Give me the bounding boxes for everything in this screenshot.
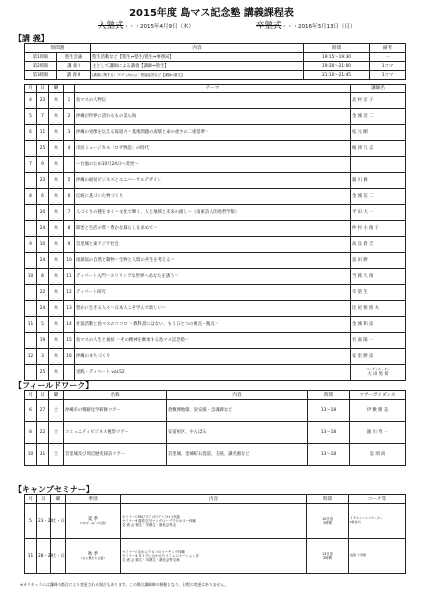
fieldwork-table [24, 390, 406, 466]
camp-month: 11 [25, 539, 37, 574]
camp-coach [349, 539, 406, 574]
period-number: 第1時限 [25, 53, 57, 62]
lecture-header-weekday: 曜 [49, 85, 64, 93]
lecture-weekday: 木 [49, 333, 64, 349]
table-row [25, 205, 406, 221]
lecture-theme: 沖縄が世界に誇れるもの美ら海 [75, 109, 351, 125]
fieldwork-guide: 息 則 尚 [350, 444, 406, 466]
camp-season [66, 539, 121, 574]
fieldwork-day: 27 [37, 400, 49, 422]
lecture-month [25, 301, 37, 317]
lecture-lecturer: 高 良 倉 吉 [351, 237, 406, 253]
lecture-month [25, 365, 37, 381]
lecture-weekday: 木 [49, 365, 64, 381]
period-name: 講 義 Ⅰ [57, 62, 91, 71]
table-row [25, 317, 406, 333]
camp-day: 28・29 [37, 539, 51, 574]
table-row [25, 285, 406, 301]
table-row [25, 237, 406, 253]
lecture-month [25, 285, 37, 301]
table-row [25, 422, 406, 444]
camp-content-line: 交 流 会 塾生・卒塾生・塾長会等会 [122, 523, 177, 527]
lecture-theme: ディベート研究 [75, 285, 351, 301]
lecture-theme: 障害と生活の質＝豊かな暮らしを求めて＝ [75, 221, 351, 237]
table-row [25, 62, 406, 71]
entrance-date: ・・・2015年4月9日（木） [123, 24, 195, 30]
camp-season-sub: （むら興たち合宿） [79, 555, 107, 560]
camp-header-time: 時間 [307, 495, 349, 504]
lecture-day: 8 [37, 269, 49, 285]
lecture-lecturer: 富 田 勝 [351, 253, 406, 269]
lecture-lecturer [351, 157, 406, 173]
camp-season-sub: （ｼﾏﾁｬﾋﾟｰｽﾎﾟｰﾂ合宿） [77, 520, 108, 525]
table-row [25, 157, 406, 173]
lecture-weekday: 木 [49, 125, 64, 141]
lecture-lecturer: 平 田 大 一 [351, 205, 406, 221]
period-time: 19:15〜19:30 [304, 53, 370, 62]
lecture-weekday: 木 [49, 221, 64, 237]
fieldwork-guide: 伊 敷 勝 美 [350, 400, 406, 422]
lecture-theme: 伝統に基づいた物づくり [75, 189, 351, 205]
period-note: － [370, 53, 406, 62]
lecture-weekday: 木 [49, 253, 64, 269]
period-table [24, 43, 406, 80]
lecture-theme: 琉球弧の自然と動物＝生物と人間の共生を考える＝ [75, 253, 351, 269]
lecture-month: 6 [25, 125, 37, 141]
camp-header-weekday: 曜 [51, 495, 66, 504]
table-row [25, 269, 406, 285]
lecture-number [64, 157, 75, 173]
lecture-number: 9 [64, 237, 75, 253]
graduation-label: 卒塾式 [256, 21, 282, 31]
period-content: (講義に関する）ﾌﾘｰﾃﾞｨｽｶｯｼｮﾝ・質疑応答など【講師⇔塾生】 [91, 71, 304, 80]
lecture-weekday: 木 [49, 93, 64, 109]
lecture-day: 25 [37, 365, 49, 381]
lecture-weekday: 木 [49, 237, 64, 253]
lecture-weekday: 木 [49, 109, 64, 125]
lecture-lecturer-role: コーディネーター [366, 367, 390, 372]
fieldwork-time: 13〜18 [308, 444, 350, 466]
lecture-lecturer-name: 大 田 勇 希 [367, 371, 389, 377]
lecture-theme: 実践・ディベート vol.52 [75, 365, 351, 381]
lecture-month: 12 [25, 349, 37, 365]
lecture-number: 15 [64, 333, 75, 349]
camp-content [121, 539, 307, 574]
lecture-month: 4 [25, 93, 37, 109]
lecture-day: 23 [37, 173, 49, 189]
lecture-month: 9 [25, 237, 37, 253]
table-row [25, 301, 406, 317]
lecture-month [25, 141, 37, 157]
camp-content-line: セミナーⅡ 慶佐次川マングローブでのカヌー体験 [122, 519, 196, 523]
lecture-weekday: 木 [49, 317, 64, 333]
lecture-lecturer: 仲 村 小 俊 子 [351, 221, 406, 237]
camp-time-line: 13日泊 [321, 552, 334, 556]
lecture-lecturer: 比 屋 根 照 夫 [351, 301, 406, 317]
period-header-note: 備考 [370, 44, 406, 53]
camp-coach [349, 504, 406, 539]
lecture-theme: ～台風のため10月24日へ変更～ [75, 157, 351, 173]
lecture-day: 22 [37, 285, 49, 301]
lecture-day: 6 [37, 189, 49, 205]
lecture-day: 10 [37, 237, 49, 253]
lecture-month [25, 205, 37, 221]
table-row [25, 173, 406, 189]
lecture-day: 25 [37, 141, 49, 157]
lecture-lecturer [351, 365, 406, 381]
fieldwork-content: 倉敷弾地壕、栄安殿・忠魂碑など [167, 400, 308, 422]
lecture-number: 1 [64, 93, 75, 109]
camp-coach-line: ＩＰＡファシリテーター [350, 516, 383, 521]
period-header-content: 内容 [91, 44, 304, 53]
lecture-lecturer: 親 川 修 [351, 173, 406, 189]
lecture-theme: 人づくりの種をまく～文化で輝く、人と地域と未来の創し～（南東詩人的島哲学版） [75, 205, 351, 221]
fieldwork-day: 31 [37, 444, 49, 466]
lecture-weekday: 木 [49, 205, 64, 221]
ceremony-dates [0, 21, 423, 31]
footnote: ※カリキュラムは講師の都合により変更される場合もあります。この場合講師陣の移動となり、日程の変更はありません。 [20, 582, 229, 587]
camp-time-line: 3時間 [323, 521, 332, 525]
camp-table [24, 494, 406, 574]
period-note: 1コマ [370, 71, 406, 80]
lecture-theme: 首里城と東アジア社会 [75, 237, 351, 253]
fieldwork-header-weekday: 曜 [49, 391, 64, 400]
entrance-ceremony [98, 21, 194, 32]
lecture-day: 23 [37, 93, 49, 109]
period-name: 講 義 Ⅱ [57, 71, 91, 80]
table-row [25, 349, 406, 365]
lecture-lecturer: 安 里 勝 彦 [351, 349, 406, 365]
lecture-header-month: 月 [25, 85, 37, 93]
lecture-theme: 豊かに生きる人々＝日本人こそ学んで欲しい＝ [75, 301, 351, 317]
table-row [25, 109, 406, 125]
lecture-theme: ディベート入門＝スリリングな世界へあなたを誘う＝ [75, 269, 351, 285]
fieldwork-name: コミュニティビジネス視察ツアー [64, 422, 167, 444]
lecture-month: 11 [25, 317, 37, 333]
lecture-weekday: 木 [49, 141, 64, 157]
lecture-number [64, 365, 75, 381]
lecture-month: 8 [25, 189, 37, 205]
table-row [25, 53, 406, 62]
lecture-day: 11 [37, 125, 49, 141]
table-row [25, 504, 406, 539]
lecture-theme: 社協活動と島マスのココロ ＝教科書にはない、もうひとつの視点・拠点＝ [75, 317, 351, 333]
fieldwork-weekday: 土 [49, 400, 64, 422]
camp-content [121, 504, 307, 539]
period-content: 塾生活動など【塾生⇔塾生/塾生⇔事務局】 [91, 53, 304, 62]
lecture-weekday: 木 [49, 189, 64, 205]
fieldwork-day: 22 [37, 422, 49, 444]
table-row [25, 400, 406, 422]
lecture-month [25, 333, 37, 349]
fieldwork-header-month: 月 [25, 391, 37, 400]
period-time: 21:10〜21:45 [304, 71, 370, 80]
lecture-weekday: 木 [49, 269, 64, 285]
fieldwork-name: 沖縄市の戦跡見学研修ツアー [64, 400, 167, 422]
lecture-header-theme: テーマ [75, 85, 351, 93]
camp-time [307, 539, 349, 574]
lecture-theme: 島マスの人物伝 [75, 93, 351, 109]
camp-coach-line: Ⅱ東村内 [350, 520, 361, 524]
table-row [25, 71, 406, 80]
lecture-day: 24 [37, 221, 49, 237]
lecture-header-number [64, 85, 75, 93]
camp-content-line: セミナーⅠ 自からウロコのコーチング体験 [122, 550, 185, 554]
lecture-month: 5 [25, 109, 37, 125]
period-header-period: 時間割 [25, 44, 91, 53]
lecture-theme: 沖縄の福祉ビジネスとユニバーサルデザイン [75, 173, 351, 189]
camp-content-line: セミナーⅡ タイプに合わせたコミュニケーション法 [122, 554, 199, 558]
fieldwork-content: 首里城、金城町石畳道、玉陵、識名園など [167, 444, 308, 466]
table-row [25, 221, 406, 237]
fieldwork-header-content: 内容 [167, 391, 308, 400]
lecture-day: 24 [37, 253, 49, 269]
section-camp-heading: 【キャンプセミナー】 [14, 484, 94, 494]
period-name: 塾生会議 [57, 53, 91, 62]
section-lectures-heading: 【講 義】 [14, 33, 49, 43]
lecture-number: 10 [64, 253, 75, 269]
lecture-month [25, 173, 37, 189]
lecture-header-lecturer: 講師名 [351, 85, 406, 93]
page-title: 2015年度 島マス記念塾 講義課程表 [129, 8, 294, 19]
camp-time-line: 3時間 [323, 556, 332, 560]
fieldwork-weekday: 土 [49, 422, 64, 444]
fieldwork-rows [25, 400, 406, 466]
lecture-day: 3 [37, 349, 49, 365]
fieldwork-name: 首里城及び周辺歴史探訪ツアー [64, 444, 167, 466]
lecture-number: 13 [64, 301, 75, 317]
table-row [25, 333, 406, 349]
lecture-theme: 市民ミュージカル「ロザ物語」の時代 [75, 141, 351, 157]
lecture-lecturer: 嶋 津 与 志 [351, 141, 406, 157]
fieldwork-header-day: 日 [37, 391, 49, 400]
period-number: 第3時限 [25, 71, 57, 80]
lecture-theme: 沖縄のまちづくり [75, 349, 351, 365]
lecture-number: 16 [64, 349, 75, 365]
fieldwork-weekday: 土 [49, 444, 64, 466]
fieldwork-content: 安富祖区、やんばる [167, 422, 308, 444]
period-content: 主として講師による講義【講師⇒塾生】 [91, 62, 304, 71]
camp-content-line: セミナーⅠ PA(ﾌﾟﾛｼﾞｪｸﾄｱﾄﾞﾍﾞﾝﾁｬｰ)実践 [122, 515, 181, 519]
lecture-lecturer: 卒 塾 生 [351, 285, 406, 301]
table-row [25, 189, 406, 205]
lecture-month [25, 221, 37, 237]
lecture-number: 6 [64, 189, 75, 205]
camp-header-coach: コーチ等 [349, 495, 406, 504]
lecture-number: 5 [64, 173, 75, 189]
table-row [25, 93, 406, 109]
lecture-day: 19 [37, 333, 49, 349]
fieldwork-header-name: 名称 [64, 391, 167, 400]
camp-season-name: 秋 季 [88, 551, 98, 557]
camp-time-line: 10日泊 [321, 517, 334, 521]
lecture-rows [25, 93, 406, 381]
lecture-theme: 沖縄の実像を伝える報道力＝基地問題の深層と命の重さの二重基準＝ [75, 125, 351, 141]
lecture-number: 12 [64, 285, 75, 301]
fieldwork-month: 10 [25, 444, 37, 466]
fieldwork-guide: 親 川 寿 一 [350, 422, 406, 444]
lecture-table [24, 84, 406, 381]
lecture-lecturer: 当 銘 久 俊 [351, 269, 406, 285]
camp-coach-line: 島袋 十斉朗 [350, 553, 366, 558]
table-row [25, 141, 406, 157]
lecture-lecturer: 金 城 浩 二 [351, 109, 406, 125]
lecture-weekday: 木 [49, 285, 64, 301]
camp-header-day: 日 [37, 495, 51, 504]
camp-weekday: 土・日 [51, 539, 66, 574]
lecture-number: 3 [64, 125, 75, 141]
camp-season-name: 夏 季 [88, 516, 98, 522]
lecture-number: 11 [64, 269, 75, 285]
period-number: 第2時限 [25, 62, 57, 71]
camp-content-line: 交 流 会 塾生・卒塾生・塾長会等交流 [122, 558, 180, 562]
lecture-day: 9 [37, 157, 49, 173]
camp-header-month: 月 [25, 495, 37, 504]
lecture-lecturer: 金 城 和 彦 [351, 317, 406, 333]
camp-season [66, 504, 121, 539]
lecture-lecturer: 松 元 剛 [351, 125, 406, 141]
lecture-month: 10 [25, 269, 37, 285]
camp-time [307, 504, 349, 539]
entrance-label: 入塾式 [98, 21, 124, 31]
lecture-number: 2 [64, 109, 75, 125]
camp-day: 23・24 [37, 504, 51, 539]
section-fieldwork-heading: 【フィールドワーク】 [14, 380, 94, 390]
lecture-lecturer: 北 村 京 子 [351, 93, 406, 109]
lecture-number: 14 [64, 317, 75, 333]
fieldwork-time: 13〜18 [308, 400, 350, 422]
table-row [25, 539, 406, 574]
lecture-weekday: 木 [49, 301, 64, 317]
lecture-day: 24 [37, 301, 49, 317]
fieldwork-month: 8 [25, 422, 37, 444]
table-row [25, 125, 406, 141]
lecture-number: 8 [64, 221, 75, 237]
camp-rows [25, 504, 406, 574]
lecture-header-day: 日 [37, 85, 49, 93]
lecture-month [25, 253, 37, 269]
lecture-weekday: 木 [49, 349, 64, 365]
graduation-date: ・・・2016年3月13日（日） [281, 24, 356, 30]
camp-header-content: 内容 [121, 495, 307, 504]
period-note: 1コマ [370, 62, 406, 71]
lecture-day: 7 [37, 109, 49, 125]
fieldwork-header-time: 時間 [308, 391, 350, 400]
lecture-theme: 島マスの人生と福祉 ＝その精神を継承する島マス記念塾＝ [75, 333, 351, 349]
lecture-month: 7 [25, 157, 37, 173]
table-row [25, 444, 406, 466]
graduation-ceremony [256, 21, 356, 32]
fieldwork-header-guide: ツアーガイダンス [350, 391, 406, 400]
table-row [25, 365, 406, 381]
fieldwork-month: 6 [25, 400, 37, 422]
lecture-weekday: 木 [49, 157, 64, 173]
lecture-weekday: 木 [49, 173, 64, 189]
camp-weekday: 土・日 [51, 504, 66, 539]
lecture-number: 7 [64, 205, 75, 221]
lecture-lecturer: 名 嘉 陽 一 [351, 333, 406, 349]
lecture-day: 5 [37, 317, 49, 333]
table-row [25, 253, 406, 269]
lecture-lecturer: 金 城 信 二 [351, 189, 406, 205]
camp-month: 5 [25, 504, 37, 539]
period-time: 19:30〜21:00 [304, 62, 370, 71]
lecture-number: 4 [64, 141, 75, 157]
period-header-time: 時間 [304, 44, 370, 53]
fieldwork-time: 13〜18 [308, 422, 350, 444]
camp-header-season: 季別 [66, 495, 121, 504]
lecture-day: 20 [37, 205, 49, 221]
